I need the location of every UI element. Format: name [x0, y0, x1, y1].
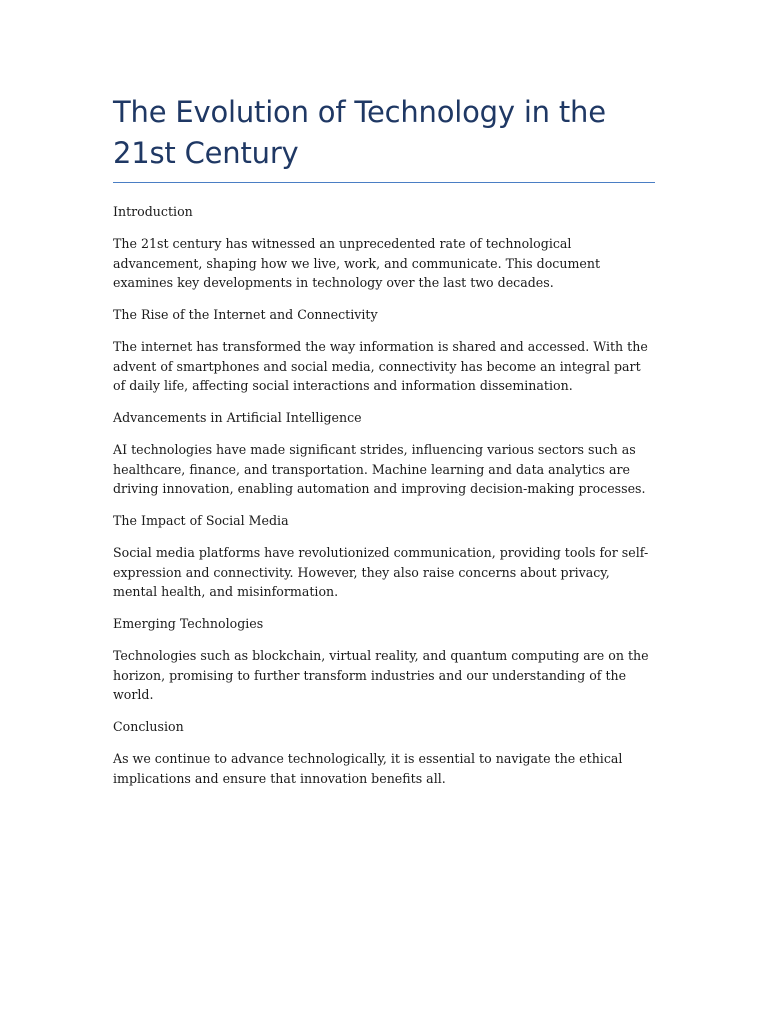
paragraph-introduction: The 21st century has witnessed an unprecedented rate of technological advancement, shaping how we live, work, and communicate. This document examines key developments in technology over the last two decades.: [113, 236, 601, 290]
document-page: [113, 92, 655, 801]
paragraph-social-media: Social media platforms have revolutionized communication, providing tools for self-expression and connectivity. However, they also raise concerns about privacy, mental health, and misinformation.: [113, 545, 649, 599]
heading-internet-connectivity: The Rise of the Internet and Connectivity: [113, 307, 378, 322]
heading-social-media: The Impact of Social Media: [113, 513, 289, 528]
paragraph-emerging-technologies: Technologies such as blockchain, virtual reality, and quantum computing are on the horizon, promising to further transform industries and our understanding of the world.: [113, 648, 649, 702]
heading-conclusion: Conclusion: [113, 719, 184, 734]
document-body: [113, 202, 655, 788]
heading-introduction: Introduction: [113, 204, 193, 219]
document-title: The Evolution of Technology in the 21st Century: [113, 92, 655, 183]
heading-artificial-intelligence: Advancements in Artificial Intelligence: [113, 410, 362, 425]
paragraph-internet-connectivity: The internet has transformed the way information is shared and accessed. With the advent of smartphones and social media, connectivity has become an integral part of daily life, affecting social interactions and information dissemination.: [113, 339, 648, 393]
paragraph-conclusion: As we continue to advance technologically, it is essential to navigate the ethical implications and ensure that innovation benefits all.: [113, 751, 623, 786]
paragraph-artificial-intelligence: AI technologies have made significant strides, influencing various sectors such as healthcare, finance, and transportation. Machine learning and data analytics are driving innovation, enabling automation and improving decision-making processes.: [113, 442, 646, 496]
heading-emerging-technologies: Emerging Technologies: [113, 616, 264, 631]
